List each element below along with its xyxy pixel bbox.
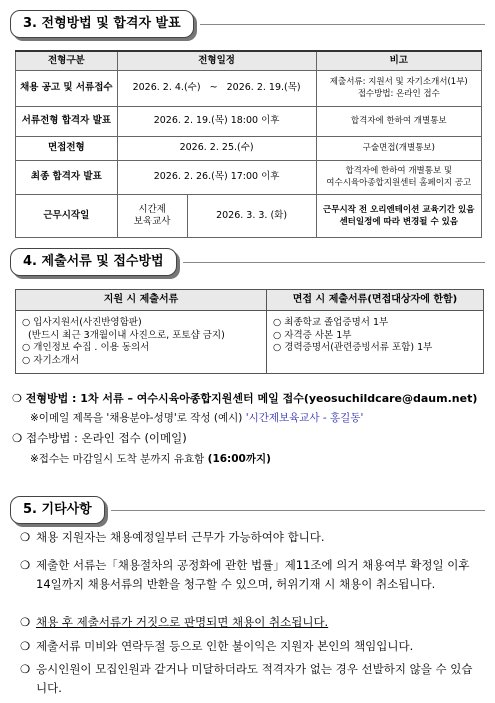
note-item: ❍ 제출한 서류는「채용절차의 공정화에 관한 법률」제11조에 의거 채용여부 확정일 이후 14일까지 채용서류의 반환을 청구할 수 있으며, 허위기재 시 채용이 취소됩니다. bbox=[20, 558, 470, 591]
table-row: 면접전형 2026. 2. 25.(수) 구술면접(개별통보) bbox=[16, 136, 482, 160]
documents-right-header: 면접 시 제출서류(면접대상자에 한함) bbox=[292, 294, 458, 305]
application-method: ❍ 접수방법 : 온라인 접수 (이메일) bbox=[12, 431, 187, 445]
section-4-title: 4. 제출서류 및 접수방법 bbox=[10, 248, 177, 276]
table-row: 서류전형 합격자 발표 2026. 2. 19.(목) 18:00 이후 합격자에 한하여 개별통보 bbox=[16, 106, 482, 136]
section-5-title: 5. 기타사항 bbox=[10, 496, 105, 524]
header-date: 전형일정 bbox=[117, 51, 316, 70]
header-stage: 전형구분 bbox=[16, 51, 118, 70]
table-row: 최종 합격자 발표 2026. 2. 26.(목) 17:00 이후 합격자에 한하여 개별통보 및 여수시육아종합지원센터 홈페이지 공고 bbox=[16, 160, 482, 194]
note-item: ❍ 채용 후 제출서류가 거짓으로 판명되면 채용이 취소됩니다. bbox=[20, 615, 329, 629]
section-3-title: 3. 전형방법 및 합격자 발표 bbox=[10, 10, 194, 38]
table-row: 근무시작일 시간제 보육교사 2026. 3. 3. (화) 근무시작 전 오리엔테이션 교육기간 있음 센터일정에 따라 변경될 수 있음 bbox=[16, 194, 482, 237]
schedule-table bbox=[15, 50, 482, 238]
section-4-header bbox=[10, 248, 485, 276]
selection-method: ❍ 전형방법 : 1차 서류 – 여수시육아종합지원센터 메일 접수(yeosuchildcare@daum.net) bbox=[12, 392, 478, 405]
deadline-note: ※접수는 마감일시 도착 분까지 유효함 (16:00까지) bbox=[30, 453, 271, 465]
table-row: 채용 공고 및 서류접수 2026. 2. 4.(수) ~ 2026. 2. 19.(목) 제출서류: 지원서 및 자기소개서(1부) 접수방법: 온라인 접수 bbox=[16, 70, 482, 106]
note-item: ❍ 제출서류 미비와 연락두절 등으로 인한 불이익은 지원자 본인의 책임입니다. bbox=[20, 639, 414, 653]
application-documents: ○ 입사지원서(사진반영함판) (반드시 최근 3개월이내 사진으로, 포토샵 금지) ○ 개인정보 수집 . 이용 동의서 ○ 자기소개서 bbox=[16, 311, 267, 373]
section-5-header bbox=[10, 496, 485, 524]
documents-left-header: 지원 시 제출서류 bbox=[16, 290, 267, 310]
documents-table bbox=[15, 289, 484, 374]
note-item: ❍ 응시인원이 모집인원과 같거나 미달하더라도 적격자가 없는 경우 선발하지 않을 수 있습니다. bbox=[20, 662, 473, 695]
note-item: ❍ 채용 지원자는 채용예정일부터 근무가 가능하여야 합니다. bbox=[20, 530, 325, 544]
header-note: 비고 bbox=[316, 51, 481, 70]
section-3-header bbox=[10, 10, 485, 38]
email-title-note: ※이메일 제목을 '채용분야-성명'로 작성 (예시) '시간제보육교사 - 홍길동' bbox=[30, 412, 364, 424]
interview-documents: ○ 최종학교 졸업증명서 1부 ○ 자격증 사본 1부 ○ 경력증명서(관련증빙서류 포함) 1부 bbox=[273, 317, 433, 353]
